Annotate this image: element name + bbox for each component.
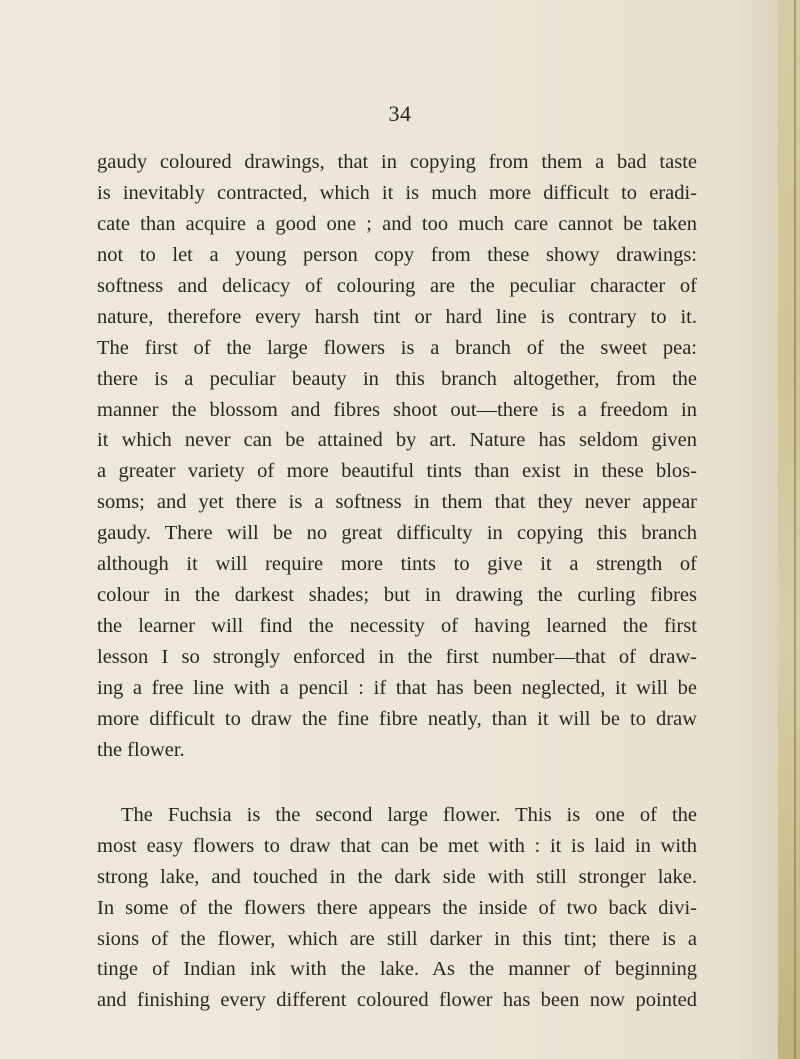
text-line: The Fuchsia is the second large flower. This is one of the — [121, 803, 697, 826]
text-line: cate than acquire a good one ; and too much care cannot be taken — [97, 212, 697, 235]
text-line: tinge of Indian ink with the lake. As the manner of beginning — [97, 958, 697, 981]
page-number: 34 — [388, 101, 412, 126]
text-line: sions of the flower, which are still darker in this tint; there is a — [97, 927, 697, 950]
text-line: not to let a young person copy from these showy drawings: — [97, 243, 697, 266]
text-line: a greater variety of more beautiful tints than exist in these blos- — [97, 460, 697, 483]
text-line: most easy flowers to draw that can be met with : it is laid in with — [97, 834, 697, 857]
text-line: ing a free line with a pencil : if that has been neglected, it will be — [97, 676, 697, 699]
text-line: more difficult to draw the fine fibre neatly, than it will be to draw — [97, 707, 697, 730]
text-line: In some of the flowers there appears the inside of two back divi- — [97, 896, 697, 919]
page-edge-stain — [778, 0, 800, 1059]
text-line: the flower. — [97, 738, 185, 761]
text-line: lesson I so strongly enforced in the first number—that of draw- — [97, 646, 697, 668]
text-line: it which never can be attained by art. Nature has seldom given — [97, 429, 697, 452]
paragraph-gap — [97, 766, 697, 800]
page-edge-line — [794, 0, 796, 1059]
text-line: soms; and yet there is a softness in them that they never appear — [97, 491, 697, 514]
text-line: gaudy coloured drawings, that in copying from them a bad taste — [97, 151, 697, 173]
text-line: gaudy. There will be no great difficulty in copying this branch — [97, 522, 697, 545]
text-line: the learner will find the necessity of having learned the first — [97, 615, 697, 638]
text-line: there is a peculiar beauty in this branch altogether, from the — [97, 367, 697, 390]
text-line: and finishing every different coloured flower has been now pointed — [97, 989, 697, 1012]
text-line: softness and delicacy of colouring are the peculiar character of — [97, 274, 697, 297]
text-line: manner the blossom and fibres shoot out—there is a freedom in — [97, 398, 697, 421]
paragraph-2 — [97, 800, 697, 1017]
text-line: is inevitably contracted, which it is much more difficult to eradi- — [97, 181, 697, 204]
text-line: The first of the large flowers is a branch of the sweet pea: — [97, 336, 697, 359]
paragraph-1 — [97, 147, 697, 766]
text-line: colour in the darkest shades; but in drawing the curling fibres — [97, 584, 697, 607]
body-text — [97, 147, 697, 1016]
text-line: although it will require more tints to give it a strength of — [97, 553, 697, 576]
text-line: strong lake, and touched in the dark side with still stronger lake. — [97, 865, 697, 888]
text-line: nature, therefore every harsh tint or hard line is contrary to it. — [97, 305, 697, 328]
